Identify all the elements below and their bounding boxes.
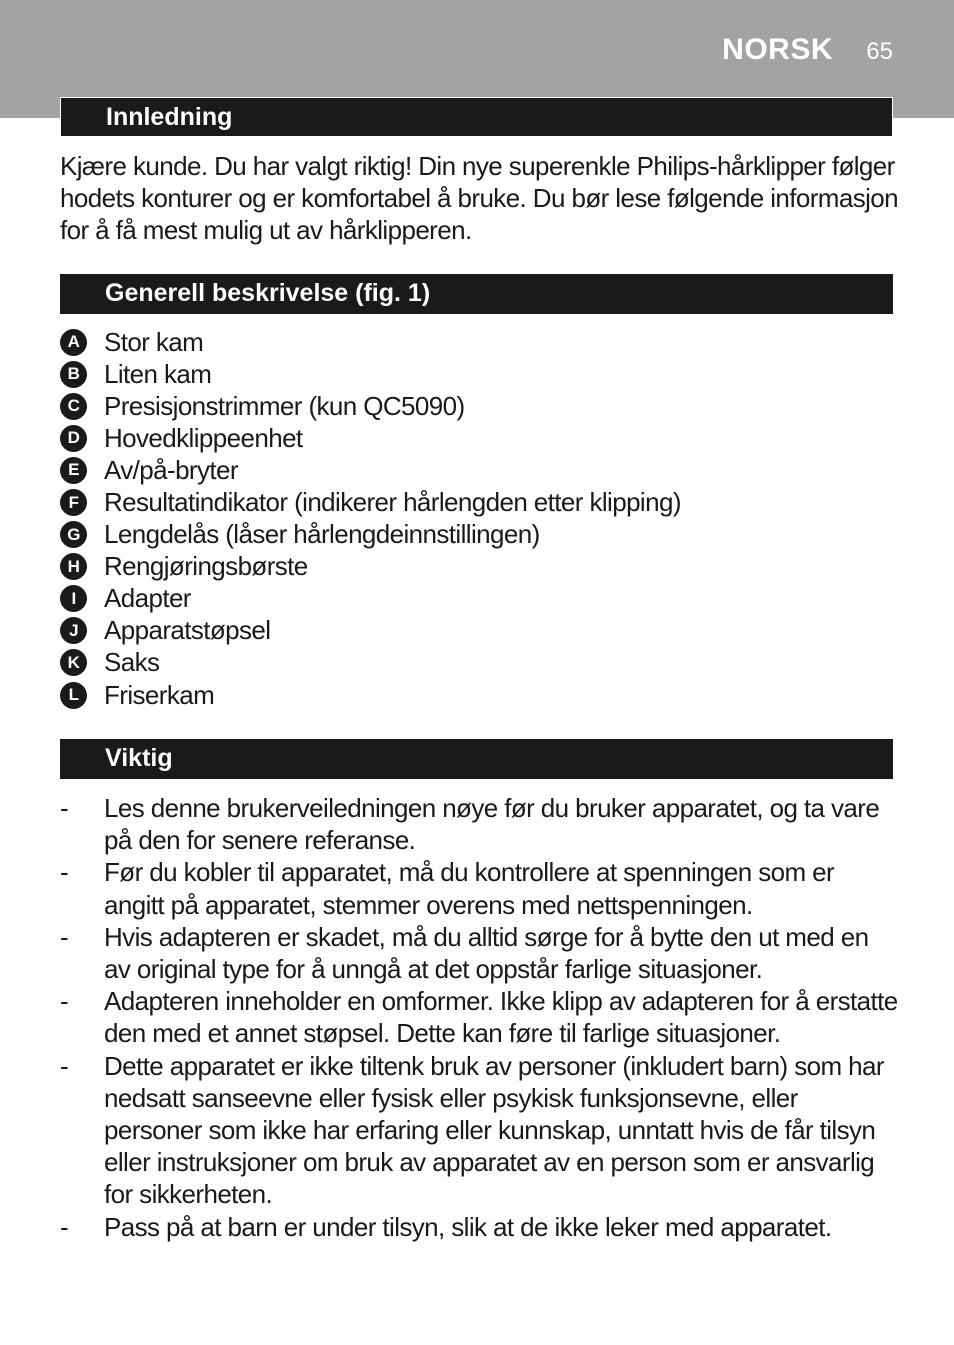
letter-badge: L	[60, 682, 87, 709]
warning-text: Dette apparatet er ikke tiltenk bruk av personer (inkludert barn) som har nedsatt sanseevne eller fysisk eller psykisk funksjonsevne, eller personer som ikke har erfaring eller kunnskap, unntatt hvis de får tilsyn eller instruksjoner om bruk av apparatet av en person som er ansvarlig for sikkerheten.	[104, 1050, 884, 1210]
letter-badge: G	[60, 521, 87, 548]
warning-text: Pass på at barn er under tilsyn, slik at de ikke leker med apparatet.	[104, 1211, 832, 1242]
item-label: Av/på-bryter	[104, 454, 238, 485]
item-label: Apparatstøpsel	[104, 615, 271, 646]
parts-list	[60, 326, 900, 711]
item-label: Lengdelås (låser hårlengdeinnstillingen)	[104, 519, 540, 550]
warnings-list	[60, 792, 900, 1243]
list-item	[60, 454, 900, 486]
letter-badge: C	[60, 393, 87, 420]
list-item	[60, 358, 900, 390]
warning-item	[60, 921, 900, 985]
item-label: Saks	[104, 647, 160, 678]
section-title: Innledning	[106, 103, 233, 131]
warning-item	[60, 856, 900, 920]
list-item	[60, 390, 900, 422]
list-item	[60, 326, 900, 358]
bullet-dash: -	[60, 986, 69, 1017]
bullet-dash: -	[60, 921, 69, 952]
list-item	[60, 422, 900, 454]
warning-item	[60, 792, 900, 856]
list-item	[60, 647, 900, 679]
warning-text: Adapteren inneholder en omformer. Ikke klipp av adapteren for å erstatte den med et annet støpsel. Dette kan føre til farlige situasjoner.	[104, 986, 898, 1049]
language-label: NORSK	[722, 33, 833, 66]
item-label: Presisjonstrimmer (kun QC5090)	[104, 390, 465, 421]
section-header-introduction	[60, 97, 893, 137]
bullet-dash: -	[60, 793, 69, 823]
list-item	[60, 486, 900, 518]
warning-item	[60, 1211, 900, 1243]
item-label: Resultatindikator (indikerer hårlengden etter klipping)	[104, 487, 681, 518]
bullet-dash: -	[60, 1211, 69, 1242]
list-item	[60, 551, 900, 583]
section-title: Viktig	[105, 744, 173, 772]
list-item	[60, 583, 900, 615]
list-item	[60, 519, 900, 551]
letter-badge: A	[60, 329, 87, 356]
warning-item	[60, 1050, 900, 1211]
warning-text: Hvis adapteren er skadet, må du alltid sørge for å bytte den ut med en av original type for å unngå at det oppstår farlige situasjoner.	[104, 921, 869, 985]
bullet-dash: -	[60, 857, 69, 888]
section-title: Generell beskrivelse (fig. 1)	[105, 279, 431, 307]
item-label: Adapter	[104, 583, 191, 614]
warning-text: Før du kobler til apparatet, må du kontrollere at spenningen som er angitt på apparatet, stemmer overens med nettspenningen.	[104, 857, 835, 920]
letter-badge: B	[60, 361, 87, 388]
section-header-description	[60, 274, 893, 314]
letter-badge: K	[60, 649, 87, 676]
letter-badge: D	[60, 425, 87, 452]
page-number: 65	[866, 38, 893, 65]
letter-badge: F	[60, 489, 87, 516]
letter-badge: I	[60, 585, 87, 612]
warning-item	[60, 985, 900, 1049]
item-label: Hovedklippeenhet	[104, 422, 303, 453]
intro-paragraph: Kjære kunde. Du har valgt riktig! Din nye superenkle Philips-hårklipper følger hodets konturer og er komfortabel å bruke. Du bør lese følgende informasjon for å få mest mulig ut av hårklipperen.	[60, 151, 899, 245]
item-label: Liten kam	[104, 358, 212, 389]
section-header-important	[60, 739, 893, 779]
letter-badge: H	[60, 553, 87, 580]
item-label: Friserkam	[104, 679, 215, 710]
item-label: Rengjøringsbørste	[104, 551, 308, 582]
letter-badge: J	[60, 617, 87, 644]
item-label: Stor kam	[104, 326, 204, 357]
bullet-dash: -	[60, 1050, 69, 1081]
letter-badge: E	[60, 457, 87, 484]
list-item	[60, 615, 900, 647]
warning-text: Les denne brukerveiledningen nøye før du bruker apparatet, og ta vare på den for senere referanse.	[104, 793, 880, 856]
list-item	[60, 679, 900, 711]
